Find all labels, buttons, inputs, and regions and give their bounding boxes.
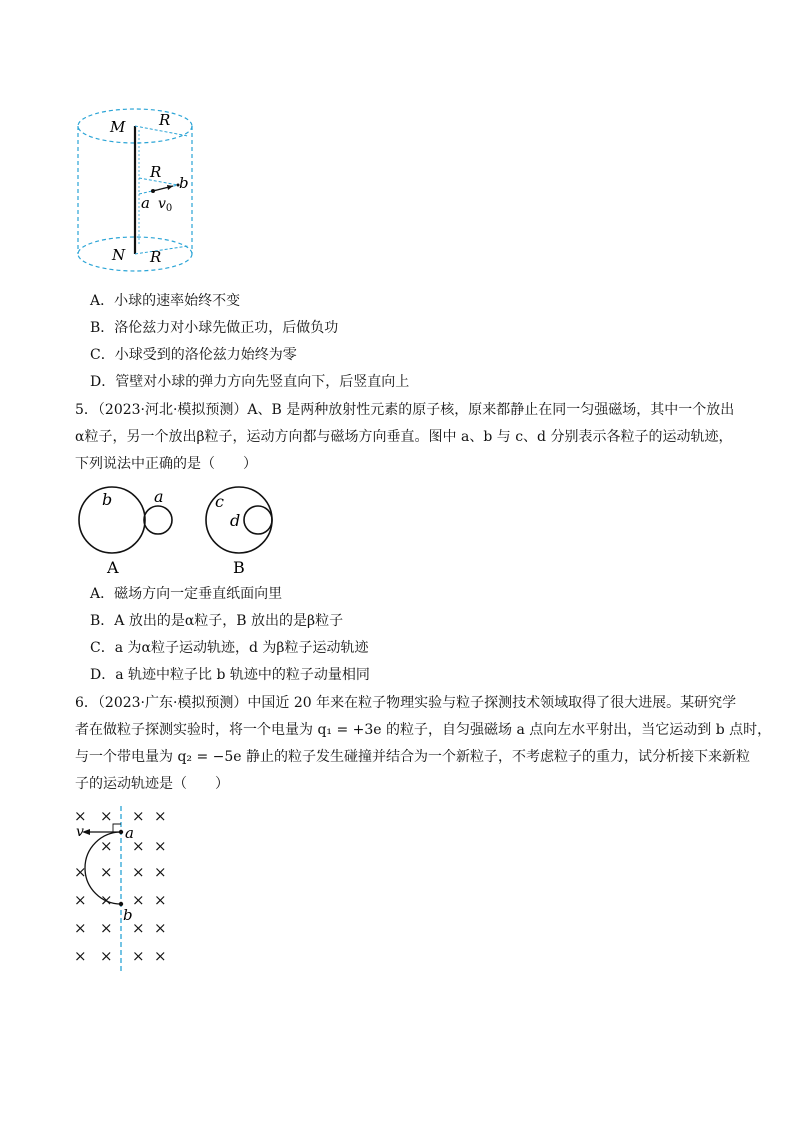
- q5-stem: [75, 397, 735, 478]
- q4-option-b: B．洛伦兹力对小球先做正功，后做负功: [90, 320, 339, 336]
- label-r-bottom: R: [150, 248, 162, 266]
- label-r-top: R: [159, 111, 171, 129]
- label-track-b: b: [102, 490, 113, 509]
- q5-stem-line: 5．（2023·河北·模拟预测）A、B 是两种放射性元素的原子核，原来都静止在同一匀强磁场，其中一个放出: [75, 402, 735, 418]
- field-cross: ×: [132, 947, 145, 965]
- label-b: b: [179, 174, 189, 192]
- label-r-mid: R: [150, 163, 162, 181]
- label-track-c: c: [215, 492, 224, 511]
- field-cross: ×: [132, 919, 145, 937]
- q4-option-d: D．管壁对小球的弹力方向先竖直向下，后竖直向上: [90, 374, 410, 390]
- field-cross: ×: [154, 919, 167, 937]
- q5-figure: [72, 478, 282, 578]
- field-cross: ×: [154, 891, 167, 909]
- label-b: b: [123, 906, 133, 924]
- q6-stem-line: 者在做粒子探测实验时，将一个电量为 q₁ = +3e 的粒子，自匀强磁场 a 点向左水平射出，当它运动到 b 点时，: [75, 722, 772, 738]
- field-cross: ×: [74, 891, 87, 909]
- field-cross: ×: [132, 891, 145, 909]
- q5-option-a: A．磁场方向一定垂直纸面向里: [90, 586, 283, 602]
- label-n: N: [112, 246, 126, 264]
- label-m: M: [110, 118, 126, 136]
- q5-option-d: D．a 轨迹中粒子比 b 轨迹中的粒子动量相同: [90, 667, 370, 683]
- point-a: [119, 830, 123, 834]
- field-cross: ×: [100, 947, 113, 965]
- label-v0: $v_0$: [158, 196, 173, 214]
- field-cross: ×: [154, 947, 167, 965]
- field-cross: ×: [154, 807, 167, 825]
- radius-bottom: [135, 246, 188, 254]
- label-track-d: d: [230, 511, 241, 530]
- q4-option-a: A．小球的速率始终不变: [90, 293, 241, 309]
- q6-stem-line: 与一个带电量为 q₂ = −5e 静止的粒子发生碰撞并结合为一个新粒子，不考虑粒子的重力，试分析接下来新粒: [75, 749, 751, 765]
- caption-a: A: [107, 558, 119, 577]
- field-cross: ×: [74, 919, 87, 937]
- field-cross: ×: [154, 863, 167, 881]
- field-cross: ×: [74, 947, 87, 965]
- q6-stem-line: 子的运动轨迹是（ ）: [75, 776, 229, 792]
- field-cross: ×: [132, 863, 145, 881]
- track-d: [244, 506, 272, 534]
- caption-b: B: [233, 558, 245, 577]
- cylinder-figure: [70, 96, 200, 286]
- label-a: a: [125, 824, 134, 842]
- q4-option-c: C．小球受到的洛伦兹力始终为零: [90, 347, 297, 363]
- field-cross: ×: [132, 807, 145, 825]
- q5-stem-line: α粒子，另一个放出β粒子，运动方向都与磁场方向垂直。图中 a、b 与 c、d 分别表示各粒子的运动轨迹，: [75, 429, 733, 445]
- field-cross: ×: [74, 807, 87, 825]
- label-track-a: a: [154, 487, 164, 506]
- track-a: [144, 506, 172, 534]
- field-cross: ×: [154, 837, 167, 855]
- q5-stem-line: 下列说法中正确的是（ ）: [75, 456, 257, 472]
- q6-figure: [70, 806, 180, 971]
- field-cross: ×: [100, 807, 113, 825]
- field-cross: ×: [74, 863, 87, 881]
- label-v: v: [76, 824, 84, 840]
- field-cross: ×: [100, 863, 113, 881]
- q5-option-b: B．A 放出的是α粒子，B 放出的是β粒子: [90, 613, 344, 629]
- q6-stem: [75, 690, 772, 798]
- field-cross: ×: [100, 837, 113, 855]
- field-cross: ×: [132, 837, 145, 855]
- point-a: [151, 189, 155, 193]
- q6-stem-line: 6．（2023·广东·模拟预测）中国近 20 年来在粒子物理实验与粒子探测技术领域取得了很大进展。某研究学: [75, 695, 737, 711]
- field-cross: ×: [100, 891, 113, 909]
- label-a: a: [141, 194, 150, 212]
- field-cross: ×: [100, 919, 113, 937]
- q5-option-c: C．a 为α粒子运动轨迹，d 为β粒子运动轨迹: [90, 640, 369, 656]
